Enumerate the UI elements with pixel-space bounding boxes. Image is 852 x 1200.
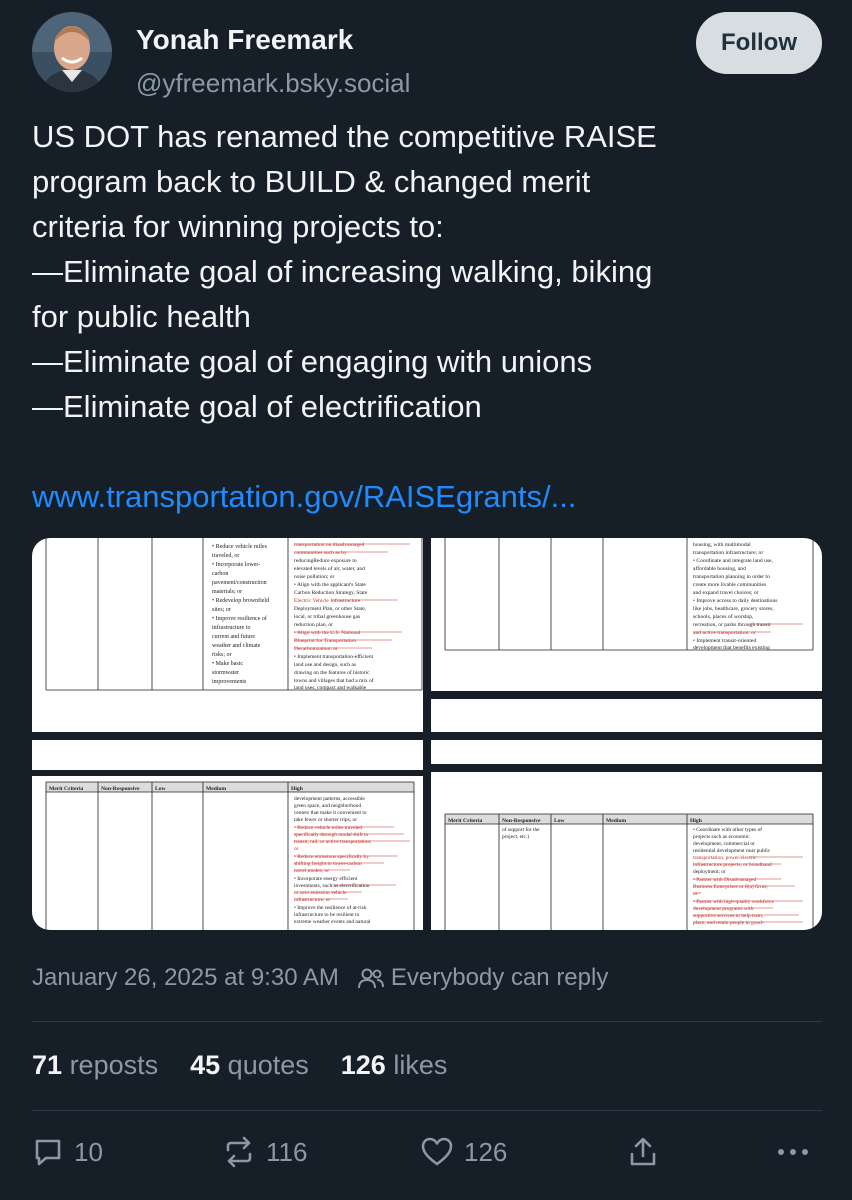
reply-setting-label: Everybody can reply: [390, 964, 609, 991]
action-bar: [32, 1136, 822, 1180]
doc-line: development, commercial or: [693, 841, 755, 847]
doc-header: Low: [554, 818, 565, 824]
like-count: 126: [464, 1136, 508, 1167]
quotes-count: 45: [190, 1050, 221, 1080]
doc-line: development patterns, accessible: [294, 796, 365, 802]
doc-line: green space, and neighborhood: [294, 803, 362, 809]
post-text-line: —Eliminate goal of increasing walking, biking: [32, 254, 653, 289]
doc-line: traveled, or: [212, 553, 240, 559]
follow-button[interactable]: Follow: [696, 12, 822, 74]
doc-line: Carbon Reduction Strategy, State: [294, 590, 368, 596]
document-scan-4: [431, 772, 822, 930]
doc-line: weather and climate: [212, 643, 261, 649]
doc-line-struck: and active transportation; or: [693, 630, 756, 636]
doc-header: Non-Responsive: [502, 818, 541, 824]
display-name[interactable]: Yonah Freemark: [136, 24, 354, 55]
like-icon: [420, 1136, 454, 1168]
doc-line: infrastructure to: [212, 625, 251, 631]
reply-button[interactable]: [32, 1136, 103, 1168]
post-link[interactable]: www.transportation.gov/RAISEgrants/...: [32, 479, 577, 514]
doc-line: infrastructure to be resilient to: [294, 912, 360, 918]
doc-line: • Implement transit-oriented: [693, 638, 757, 644]
doc-line: land use and design, such as: [294, 662, 357, 668]
doc-line-struck: or zero emission vehicle: [294, 890, 347, 896]
doc-line: centers that make it convenient to: [294, 810, 367, 816]
doc-line: deployment; or: [693, 869, 726, 875]
likes-label: likes: [393, 1050, 448, 1080]
doc-line: current and future: [212, 634, 255, 640]
reply-count: 10: [74, 1136, 103, 1167]
doc-line: housing, with multimodal: [693, 542, 751, 548]
doc-line-struck: Blueprint for Transportation: [294, 638, 357, 644]
doc-line: create more livable communities: [693, 582, 767, 588]
doc-line-struck: transportation, power/electric: [693, 855, 757, 861]
doc-line: • Incorporate energy efficient: [294, 876, 358, 882]
doc-line: sites; or: [212, 607, 231, 613]
doc-line: like jobs, healthcare, grocery stores,: [693, 606, 774, 612]
divider: [32, 1110, 822, 1111]
reposts-stat[interactable]: [32, 1050, 158, 1081]
doc-line: reduction plan, or: [294, 622, 333, 628]
doc-line-struck: • Reduce vehicle miles traveled: [294, 825, 363, 831]
repost-icon: [222, 1136, 256, 1168]
doc-line: local, or tribal greenhouse gas: [294, 614, 361, 620]
doc-line: affordable housing, and: [693, 566, 746, 572]
doc-header: Merit Criteria: [49, 786, 84, 792]
doc-line: Deployment Plan, or other State,: [294, 606, 367, 612]
doc-header: High: [690, 818, 702, 824]
post-text-line: for public health: [32, 299, 251, 334]
doc-line: transportation planning in order to: [693, 574, 770, 580]
doc-line: of support for the: [502, 827, 540, 833]
post-timestamp: January 26, 2025 at 9:30 AM: [32, 964, 339, 991]
doc-line-struck: or: [693, 891, 698, 897]
divider: [32, 1021, 822, 1022]
doc-line: reducingReduce exposure to: [294, 558, 357, 564]
doc-header: Medium: [606, 818, 627, 824]
post-text-line: program back to BUILD & changed merit: [32, 164, 591, 199]
doc-line-struck: place, and retain people in good-: [693, 920, 764, 926]
doc-header: Merit Criteria: [448, 818, 483, 824]
doc-header: Low: [155, 786, 166, 792]
doc-line-struck: transportation on disadvantaged: [294, 542, 365, 548]
doc-line: residential development near public: [693, 848, 771, 854]
doc-line: risks; or: [212, 652, 232, 658]
doc-line: project, etc.): [502, 834, 530, 840]
doc-line: • Align with the applicant's State: [294, 582, 366, 588]
doc-line: • Coordinate and integrate land use,: [693, 558, 773, 564]
doc-line: carbon: [212, 571, 229, 577]
post-text-line: —Eliminate goal of electrification: [32, 389, 482, 424]
image-document-3[interactable]: [32, 740, 423, 930]
doc-line-struck: development programs with: [693, 906, 754, 912]
doc-line-struck: • Reduce emissions specifically by: [294, 854, 369, 860]
image-grid: [32, 538, 822, 930]
repost-button[interactable]: [222, 1136, 307, 1168]
doc-line: projects such as economic: [693, 834, 750, 840]
doc-line-struck: • Align with the U.S. National: [294, 630, 361, 636]
doc-line: pavement/construction: [212, 580, 267, 586]
doc-line: extreme weather events and natural: [294, 919, 371, 925]
doc-line: noise pollution; or: [294, 574, 335, 580]
document-scan-2: [431, 538, 822, 691]
doc-line: • Incorporate lower-: [212, 562, 261, 568]
doc-header: Medium: [206, 786, 227, 792]
reposts-count: 71: [32, 1050, 63, 1080]
doc-line: • Improve resilience of: [212, 616, 267, 622]
doc-line-struck: communities such as by: [294, 550, 347, 556]
image-document-1[interactable]: [32, 538, 423, 732]
more-icon: [776, 1144, 810, 1160]
post-text-line: criteria for winning projects to:: [32, 209, 444, 244]
doc-line: improvements: [212, 679, 247, 685]
like-button[interactable]: [420, 1136, 507, 1168]
doc-line-struck: • Partner with Disadvantaged: [693, 877, 757, 883]
doc-line: investments, such as electrification: [294, 883, 370, 889]
doc-line: recreation, or parks through transit: [693, 622, 771, 628]
doc-line: elevated levels of air, water, and: [294, 566, 365, 572]
doc-line-struck: • Partner with high-quality workforce: [693, 899, 774, 905]
doc-line: stormwater: [212, 670, 239, 676]
reply-icon: [32, 1136, 64, 1168]
document-scan-1: [32, 538, 423, 732]
image-document-2[interactable]: [431, 538, 822, 732]
doc-line-struck: infrastructure projects, or broadband: [693, 862, 772, 868]
user-handle[interactable]: @yfreemark.bsky.social: [136, 68, 411, 98]
doc-line: • Improve access to daily destinations: [693, 598, 778, 604]
share-button[interactable]: [628, 1136, 658, 1168]
doc-line-struck: specifically through modal shift to: [294, 832, 369, 838]
doc-header: Non-Responsive: [101, 786, 140, 792]
doc-line: land uses, compact and walkable: [294, 685, 367, 691]
doc-line: schools, places of worship,: [693, 614, 754, 620]
doc-line: development that benefits existing: [693, 645, 770, 651]
likes-stat[interactable]: [341, 1050, 448, 1081]
document-scan-3: [32, 776, 423, 930]
post-header: [32, 12, 822, 96]
repost-count: 116: [266, 1136, 308, 1167]
doc-line-struck: supportive services to help train,: [693, 913, 764, 919]
image-document-4[interactable]: [431, 740, 822, 930]
post-text-line: —Eliminate goal of engaging with unions: [32, 344, 593, 379]
engagement-stats: [32, 1050, 479, 1081]
people-icon: [357, 966, 385, 990]
doc-line-struck: Decarbonization; or: [294, 646, 338, 652]
doc-line: transportation infrastructure; or: [693, 550, 764, 556]
doc-line-struck: or: [294, 846, 299, 852]
doc-line-struck: shifting freight to lower-carbon: [294, 861, 362, 867]
doc-line: towns and villages that had a mix of: [294, 678, 374, 684]
quotes-stat[interactable]: [190, 1050, 309, 1081]
avatar[interactable]: [32, 12, 112, 92]
doc-line: drawing on the features of historic: [294, 670, 370, 676]
post-meta: [32, 964, 608, 992]
doc-line: take fewer or shorter trips; or: [294, 817, 358, 823]
reposts-label: reposts: [69, 1050, 159, 1080]
doc-line: • Redevelop brownfield: [212, 598, 270, 604]
post-text-line: US DOT has renamed the competitive RAISE: [32, 119, 657, 154]
doc-line: • Implement transportation-efficient: [294, 654, 374, 660]
likes-count: 126: [340, 1050, 386, 1080]
more-button[interactable]: [776, 1144, 810, 1160]
doc-line: materials; or: [212, 589, 243, 595]
doc-line: • Coordinate with other types of: [693, 827, 763, 833]
doc-line-struck: Business Enterprises or 8(a) firms;: [693, 884, 768, 890]
doc-line-struck: travel modes; or: [294, 868, 330, 874]
doc-line-struck: Electric Vehicle Infrastructure: [294, 598, 361, 604]
post-text: [32, 114, 822, 429]
reply-setting: [357, 964, 608, 992]
doc-line: and expand travel choices; or: [693, 590, 759, 596]
share-icon: [628, 1136, 658, 1168]
quotes-label: quotes: [227, 1050, 309, 1080]
doc-header: High: [291, 786, 303, 792]
doc-line-struck: infrastructure, or: [294, 897, 331, 903]
doc-line: • Make basic: [212, 661, 244, 667]
doc-line-struck: transit, rail, or active transportation;: [294, 839, 372, 845]
doc-line: • Improve the resilience of at-risk: [294, 905, 367, 911]
doc-line: • Reduce vehicle miles: [212, 544, 267, 550]
